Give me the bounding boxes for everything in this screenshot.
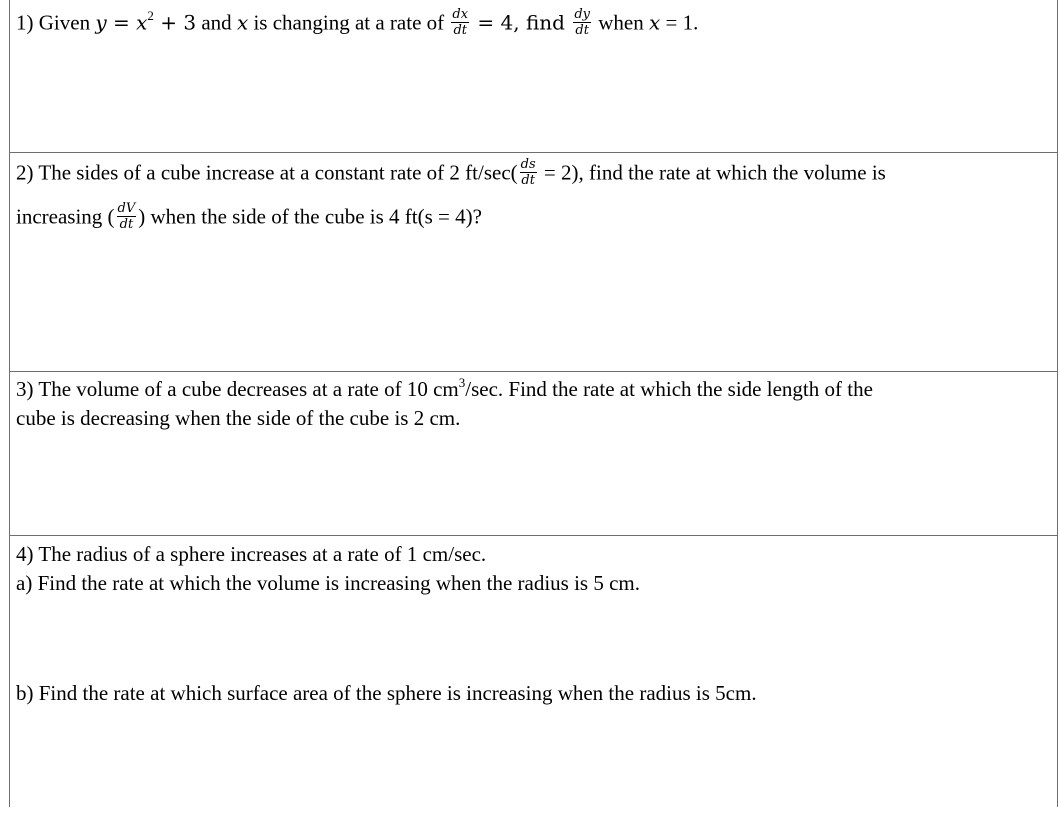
plus-three: + 3 [153,10,197,35]
problem-1-text [16,7,699,39]
equals-sign: = [106,10,137,35]
problem-1-condition: = 1. [660,10,699,35]
fraction-numerator: dV [117,201,136,216]
problem-2-text-d: ) when the side of the cube is 4 ft(s = 4)? [138,204,482,229]
problem-2-text-c: increasing ( [16,204,115,229]
problem-4-cell [10,536,1057,816]
problem-1-prefix: 1) Given [16,10,96,35]
problem-1-rate-text: is changing at a rate of [248,10,450,35]
var-x-3: x [649,10,661,35]
fraction-numerator: ds [520,157,536,172]
problem-3-text-b: /sec. Find the rate at which the side length of the [465,377,873,401]
fraction-denominator: dt [575,23,589,38]
fraction-denominator: dt [521,173,535,188]
problem-3-line-1 [16,377,873,401]
fraction-numerator: dy [574,7,591,22]
var-y: y [95,10,107,35]
problem-3-cell [10,372,1057,536]
fraction-dx-dt [451,8,469,37]
exponent: 3 [458,375,466,390]
fraction-denominator: dt [453,23,467,38]
problem-2-line-1 [16,157,886,189]
problem-3-line-2: cube is decreasing when the side of the cube is 2 cm. [16,406,461,430]
problem-2-text-b: = 2), find the rate at which the volume is [538,160,886,185]
problem-2-text-a: 2) The sides of a cube increase at a constant rate of 2 ft/sec( [16,160,518,185]
problem-1-when: when [593,10,650,35]
problem-1-cell [10,0,1057,153]
problem-1-and: and [196,10,237,35]
fraction-denominator: dt [119,217,134,232]
fraction-dy-dt [573,8,591,37]
problem-4-part-b: b) Find the rate at which surface area of the sphere is increasing when the radius is 5cm. [16,681,757,705]
worksheet-table [9,0,1058,807]
problem-4-part-a: a) Find the rate at which the volume is increasing when the radius is 5 cm. [16,571,641,595]
fraction-ds-dt [520,158,537,187]
problem-1-equals-four: = 4, find [471,10,572,35]
problem-2-line-2 [16,201,482,233]
problem-4-intro: 4) The radius of a sphere increases at a rate of 1 cm/sec. [16,542,487,566]
problem-2-cell [10,153,1057,372]
var-x-2: x [236,10,249,35]
exponent: 2 [147,8,154,24]
fraction-dv-dt [117,202,137,231]
fraction-numerator: dx [452,7,469,22]
problem-3-text-a: 3) The volume of a cube decreases at a rate of 10 cm [16,377,459,401]
var-x: x [136,10,148,35]
